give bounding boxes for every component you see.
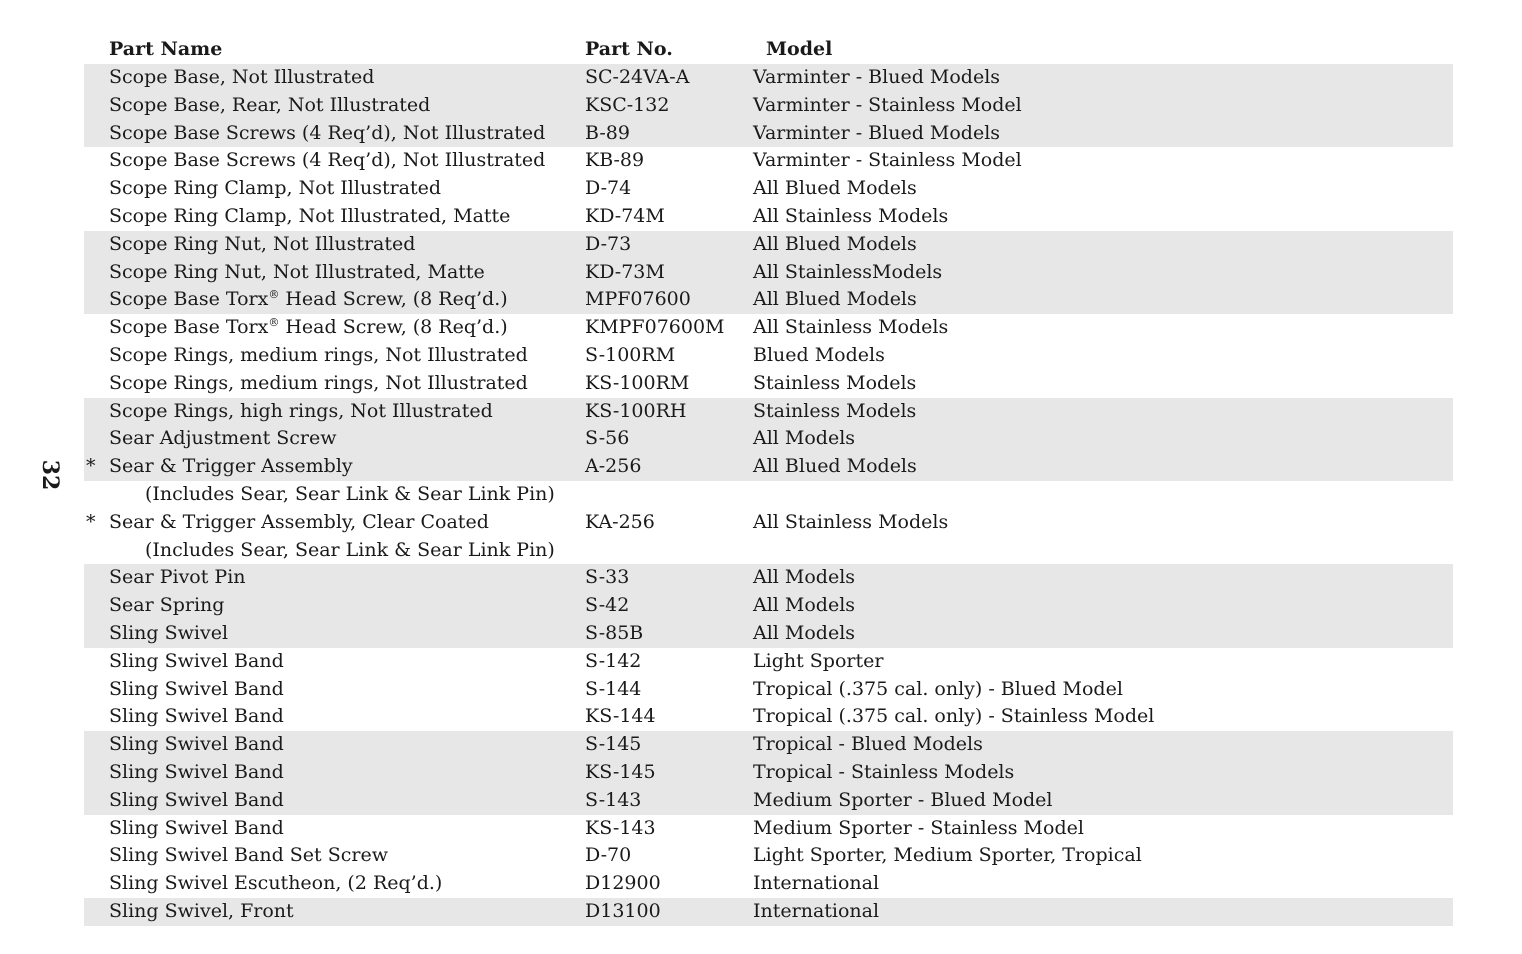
header-model: Model bbox=[766, 38, 833, 60]
part-number: KSC-132 bbox=[585, 93, 670, 116]
part-name: Scope Ring Nut, Not Illustrated bbox=[109, 232, 416, 255]
row-group bbox=[84, 815, 1453, 898]
part-number: S-142 bbox=[585, 649, 642, 672]
table-row bbox=[84, 842, 1453, 870]
table-row bbox=[84, 259, 1453, 287]
part-name: Sling Swivel Escutheon, (2 Req’d.) bbox=[109, 872, 443, 895]
part-number: S-33 bbox=[585, 566, 630, 589]
part-name: Sling Swivel Band bbox=[109, 760, 284, 783]
part-number: D-73 bbox=[585, 232, 632, 255]
parts-table bbox=[84, 34, 1453, 926]
row-group bbox=[84, 147, 1453, 230]
model: All Models bbox=[753, 621, 856, 644]
model: International bbox=[753, 899, 880, 922]
table-row-note bbox=[84, 481, 1453, 509]
table-row bbox=[84, 620, 1453, 648]
row-group bbox=[84, 398, 1453, 481]
row-group bbox=[84, 231, 1453, 314]
model: Tropical (.375 cal. only) - Stainless Model bbox=[753, 705, 1155, 728]
table-row bbox=[84, 787, 1453, 815]
table-row bbox=[84, 425, 1453, 453]
model: All Blued Models bbox=[753, 232, 917, 255]
registered-mark: ® bbox=[268, 288, 280, 302]
model: All Models bbox=[753, 594, 856, 617]
table-row bbox=[84, 509, 1453, 537]
table-body bbox=[84, 64, 1453, 926]
table-row bbox=[84, 175, 1453, 203]
part-note: (Includes Sear, Sear Link & Sear Link Pin) bbox=[145, 482, 555, 505]
row-group bbox=[84, 314, 1453, 397]
table-row bbox=[84, 370, 1453, 398]
table-row bbox=[84, 286, 1453, 314]
part-number: D-70 bbox=[585, 844, 632, 867]
model: Light Sporter bbox=[753, 649, 884, 672]
part-number: KS-145 bbox=[585, 760, 656, 783]
part-name: Scope Base Screws (4 Req’d), Not Illustrated bbox=[109, 149, 546, 172]
part-number: KS-143 bbox=[585, 816, 656, 839]
table-row bbox=[84, 453, 1453, 481]
part-number: S-143 bbox=[585, 788, 642, 811]
part-number: KS-100RH bbox=[585, 399, 687, 422]
model: Blued Models bbox=[753, 343, 885, 366]
table-row bbox=[84, 898, 1453, 926]
table-row bbox=[84, 342, 1453, 370]
asterisk-marker: * bbox=[86, 455, 96, 478]
row-group bbox=[84, 564, 1453, 647]
table-row bbox=[84, 231, 1453, 259]
model: All Stainless Models bbox=[753, 510, 949, 533]
part-name: Sling Swivel Band bbox=[109, 677, 284, 700]
part-number: D12900 bbox=[585, 872, 661, 895]
part-number: S-100RM bbox=[585, 343, 676, 366]
part-number: SC-24VA-A bbox=[585, 66, 690, 88]
part-number: KB-89 bbox=[585, 149, 645, 172]
part-name: Sling Swivel, Front bbox=[109, 899, 294, 922]
part-name: Scope Base, Not Illustrated bbox=[109, 66, 375, 88]
table-header bbox=[84, 34, 1453, 64]
table-row bbox=[84, 92, 1453, 120]
model: Medium Sporter - Blued Model bbox=[753, 788, 1053, 811]
part-name: Scope Ring Clamp, Not Illustrated bbox=[109, 177, 442, 200]
model: All Stainless Models bbox=[753, 204, 949, 227]
part-name: Scope Rings, medium rings, Not Illustrated bbox=[109, 371, 528, 394]
part-name: Sling Swivel Band Set Screw bbox=[109, 844, 388, 867]
part-name: Sling Swivel Band bbox=[109, 816, 284, 839]
model: Tropical (.375 cal. only) - Blued Model bbox=[753, 677, 1123, 700]
part-name: Sear & Trigger Assembly bbox=[109, 455, 353, 478]
part-name: Scope Ring Nut, Not Illustrated, Matte bbox=[109, 260, 485, 283]
table-row bbox=[84, 592, 1453, 620]
model: Light Sporter, Medium Sporter, Tropical bbox=[753, 844, 1142, 867]
part-number: KD-73M bbox=[585, 260, 665, 283]
part-number: B-89 bbox=[585, 121, 630, 144]
model: All Blued Models bbox=[753, 288, 917, 311]
table-row bbox=[84, 759, 1453, 787]
model: Stainless Models bbox=[753, 371, 917, 394]
table-row bbox=[84, 203, 1453, 231]
model: Varminter - Blued Models bbox=[753, 66, 1001, 88]
part-number: S-42 bbox=[585, 594, 630, 617]
model: Medium Sporter - Stainless Model bbox=[753, 816, 1084, 839]
part-name: Sear Spring bbox=[109, 594, 225, 617]
part-name: Sear Adjustment Screw bbox=[109, 427, 337, 450]
row-group bbox=[84, 481, 1453, 564]
part-name: Sling Swivel Band bbox=[109, 705, 284, 728]
header-part-name: Part Name bbox=[109, 38, 223, 60]
part-number: A-256 bbox=[585, 455, 642, 478]
model: All Blued Models bbox=[753, 455, 917, 478]
model: International bbox=[753, 872, 880, 895]
table-row bbox=[84, 120, 1453, 148]
part-name: Sling Swivel Band bbox=[109, 788, 284, 811]
table-row bbox=[84, 648, 1453, 676]
part-number: MPF07600 bbox=[585, 288, 691, 311]
part-number: S-144 bbox=[585, 677, 642, 700]
part-note: (Includes Sear, Sear Link & Sear Link Pin) bbox=[145, 538, 555, 561]
model: Tropical - Stainless Models bbox=[753, 760, 1015, 783]
part-name: Scope Base Screws (4 Req’d), Not Illustrated bbox=[109, 121, 546, 144]
part-name bbox=[109, 286, 508, 314]
model: All Models bbox=[753, 566, 856, 589]
part-number: KA-256 bbox=[585, 510, 655, 533]
part-name: Sling Swivel Band bbox=[109, 649, 284, 672]
model: Varminter - Stainless Model bbox=[753, 93, 1022, 116]
row-group bbox=[84, 648, 1453, 731]
model: Varminter - Stainless Model bbox=[753, 149, 1022, 172]
header-part-no: Part No. bbox=[585, 38, 673, 60]
part-name-text: Head Screw, (8 Req’d.) bbox=[279, 316, 508, 339]
table-row bbox=[84, 564, 1453, 592]
part-number: KD-74M bbox=[585, 204, 665, 227]
table-row bbox=[84, 147, 1453, 175]
part-name: Sear Pivot Pin bbox=[109, 566, 246, 589]
table-row bbox=[84, 398, 1453, 426]
table-row bbox=[84, 815, 1453, 843]
part-number: S-145 bbox=[585, 733, 642, 756]
table-row-note bbox=[84, 537, 1453, 565]
part-name: Scope Base, Rear, Not Illustrated bbox=[109, 93, 431, 116]
part-number: D13100 bbox=[585, 899, 661, 922]
model: Varminter - Blued Models bbox=[753, 121, 1001, 144]
table-row bbox=[84, 676, 1453, 704]
row-group bbox=[84, 731, 1453, 814]
row-group bbox=[84, 64, 1453, 147]
table-row bbox=[84, 870, 1453, 898]
model: All Stainless Models bbox=[753, 316, 949, 339]
model: All StainlessModels bbox=[753, 260, 943, 283]
part-name-text: Scope Base Torx bbox=[109, 316, 269, 339]
table-row bbox=[84, 703, 1453, 731]
asterisk-marker: * bbox=[86, 510, 96, 533]
part-number: KMPF07600M bbox=[585, 316, 725, 339]
table-row bbox=[84, 314, 1453, 342]
part-name: Sling Swivel Band bbox=[109, 733, 284, 756]
part-name: Sear & Trigger Assembly, Clear Coated bbox=[109, 510, 489, 533]
registered-mark: ® bbox=[268, 316, 280, 330]
model: Stainless Models bbox=[753, 399, 917, 422]
page-number: 32 bbox=[37, 459, 63, 491]
part-number: KS-100RM bbox=[585, 371, 690, 394]
part-name-text: Head Screw, (8 Req’d.) bbox=[279, 288, 508, 311]
part-number: D-74 bbox=[585, 177, 632, 200]
part-name-text: Scope Base Torx bbox=[109, 288, 269, 311]
part-number: KS-144 bbox=[585, 705, 656, 728]
part-name: Scope Rings, high rings, Not Illustrated bbox=[109, 399, 493, 422]
part-number: S-85B bbox=[585, 621, 644, 644]
part-name: Scope Rings, medium rings, Not Illustrated bbox=[109, 343, 528, 366]
model: Tropical - Blued Models bbox=[753, 733, 983, 756]
part-name bbox=[109, 314, 508, 342]
table-row bbox=[84, 64, 1453, 92]
row-group bbox=[84, 898, 1453, 926]
part-name: Sling Swivel bbox=[109, 621, 229, 644]
table-row bbox=[84, 731, 1453, 759]
model: All Blued Models bbox=[753, 177, 917, 200]
model: All Models bbox=[753, 427, 856, 450]
part-name: Scope Ring Clamp, Not Illustrated, Matte bbox=[109, 204, 511, 227]
part-number: S-56 bbox=[585, 427, 630, 450]
